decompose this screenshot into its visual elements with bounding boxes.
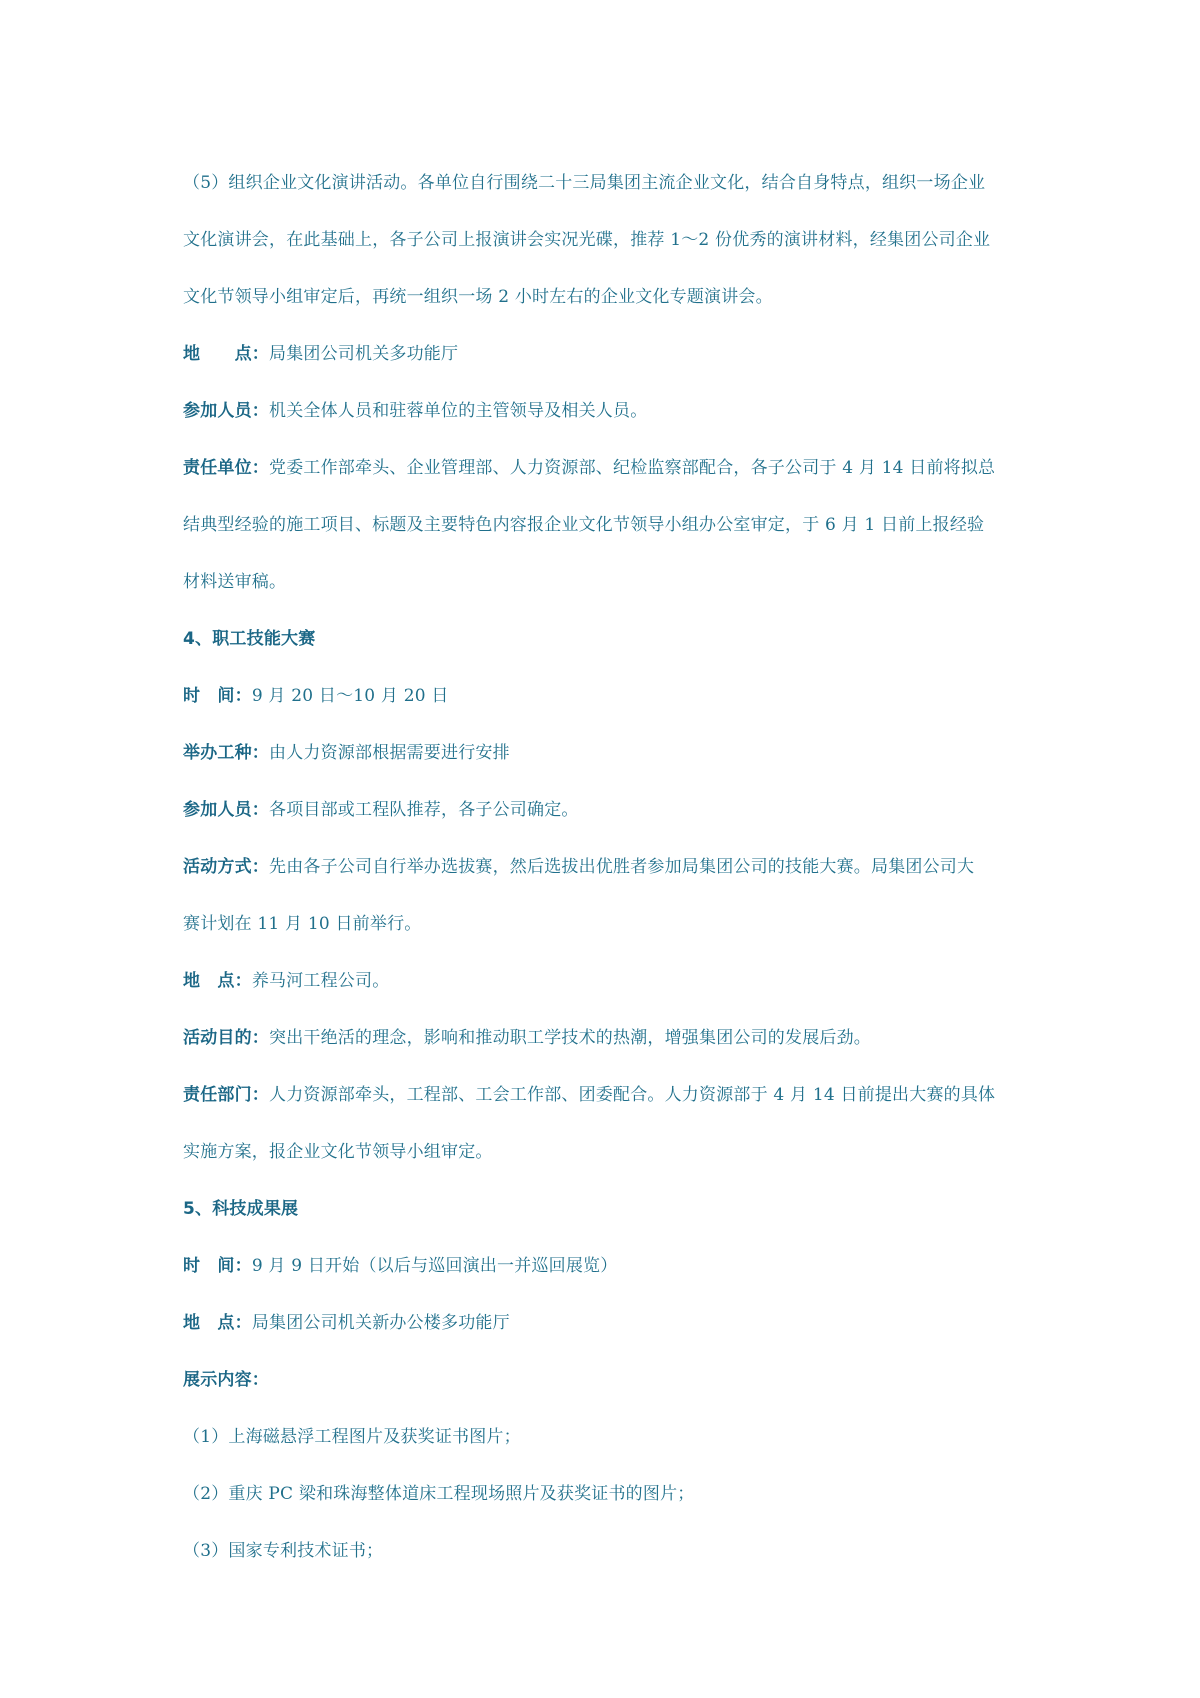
field-label: 地 点： [183,1313,252,1333]
section-heading [183,1181,1028,1238]
line-text: 实施方案，报企业文化节领导小组审定。 [183,1142,493,1162]
line-text: （3）国家专利技术证书； [183,1541,384,1561]
line-text: 赛计划在 11 月 10 日前举行。 [183,914,422,934]
field-label: 时 间： [183,1256,252,1276]
field-label: 活动目的： [183,1028,269,1048]
paragraph-line [183,896,1028,953]
field-label: 地 点： [183,971,252,991]
field-value: 机关全体人员和驻蓉单位的主管领导及相关人员。 [269,401,648,421]
document-body [183,155,1028,1580]
heading-text: 4、职工技能大赛 [183,629,316,649]
line-text: （5）组织企业文化演讲活动。各单位自行围绕二十三局集团主流企业文化，结合自身特点，组织一场企业 [183,173,986,193]
list-item [183,1523,1028,1580]
field-value: 由人力资源部根据需要进行安排 [269,743,510,763]
line-text: （2）重庆 PC 梁和珠海整体道床工程现场照片及获奖证书的图片； [183,1484,695,1504]
section-heading [183,611,1028,668]
field-label: 举办工种： [183,743,269,763]
field-value: 党委工作部牵头、企业管理部、人力资源部、纪检监察部配合，各子公司于 4 月 14 日前将拟总 [269,458,996,478]
list-item [183,1409,1028,1466]
field-value: 9 月 20 日～10 月 20 日 [251,686,449,706]
field-display-content [183,1352,1028,1409]
field-responsible-department [183,1067,1028,1124]
field-label: 地 点： [183,344,269,364]
field-value: 突出干绝活的理念，影响和推动职工学技术的热潮，增强集团公司的发展后劲。 [269,1028,871,1048]
field-value: 养马河工程公司。 [251,971,390,991]
paragraph-line [183,269,1028,326]
field-participants [183,782,1028,839]
field-time [183,668,1028,725]
field-activity-purpose [183,1010,1028,1067]
list-item [183,1466,1028,1523]
field-job-type [183,725,1028,782]
field-label: 展示内容： [183,1370,269,1390]
field-label: 参加人员： [183,401,269,421]
field-location [183,326,1028,383]
paragraph-line [183,1124,1028,1181]
field-label: 责任单位： [183,458,269,478]
field-location [183,953,1028,1010]
field-label: 参加人员： [183,800,269,820]
paragraph-line [183,554,1028,611]
paragraph-line [183,497,1028,554]
line-text: 材料送审稿。 [183,572,287,592]
line-text: 结典型经验的施工项目、标题及主要特色内容报企业文化节领导小组办公室审定，于 6 月 1 日前上报经验 [183,515,985,535]
heading-text: 5、科技成果展 [183,1199,299,1219]
line-text: 文化节领导小组审定后，再统一组织一场 2 小时左右的企业文化专题演讲会。 [183,287,773,307]
line-text: 文化演讲会，在此基础上，各子公司上报演讲会实况光碟，推荐 1～2 份优秀的演讲材料，经集团公司企业 [183,230,991,250]
paragraph-line [183,155,1028,212]
field-value: 人力资源部牵头，工程部、工会工作部、团委配合。人力资源部于 4 月 14 日前提出大赛的具体 [269,1085,996,1105]
line-text: （1）上海磁悬浮工程图片及获奖证书图片； [183,1427,521,1447]
field-value: 各项目部或工程队推荐，各子公司确定。 [269,800,579,820]
field-participants [183,383,1028,440]
field-time [183,1238,1028,1295]
field-value: 9 月 9 日开始（以后与巡回演出一并巡回展览） [251,1256,618,1276]
field-label: 活动方式： [183,857,269,877]
field-value: 局集团公司机关新办公楼多功能厅 [251,1313,510,1333]
field-value: 局集团公司机关多功能厅 [269,344,459,364]
field-label: 责任部门： [183,1085,269,1105]
field-responsible-unit [183,440,1028,497]
field-label: 时 间： [183,686,252,706]
field-activity-method [183,839,1028,896]
field-location [183,1295,1028,1352]
field-value: 先由各子公司自行举办选拔赛，然后选拔出优胜者参加局集团公司的技能大赛。局集团公司大 [269,857,975,877]
paragraph-line [183,212,1028,269]
